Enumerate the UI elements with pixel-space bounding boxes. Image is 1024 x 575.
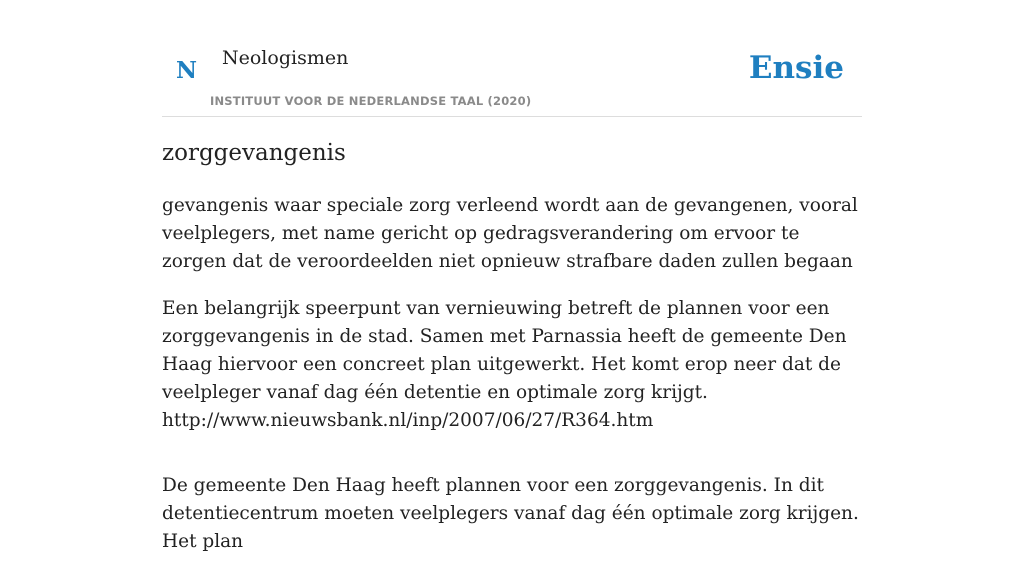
example-text: De gemeente Den Haag heeft plannen voor een zorggevangenis. In dit detentiecentrum moeten veelplegers vanaf dag één optimale zorg krijgen. Het plan — [162, 475, 859, 552]
dictionary-title-link[interactable]: Neologismen — [222, 47, 349, 69]
definition-text: gevangenis waar speciale zorg verleend wordt aan de gevangenen, vooral veelplegers, met name gericht op gedragsverandering om ervoor te zorgen dat de veroordeelden niet opnieuw strafbare daden zullen begaan — [162, 195, 858, 272]
example-source-link[interactable]: http://www.nieuwsbank.nl/inp/2007/06/27/R364.htm — [162, 410, 654, 431]
example-quote — [162, 295, 862, 435]
headword-title: zorggevangenis — [162, 140, 346, 166]
example-quote — [162, 472, 862, 556]
entry-content — [162, 192, 862, 575]
dictionary-header — [162, 40, 862, 117]
dictionary-source: INSTITUUT VOOR DE NEDERLANDSE TAAL (2020) — [210, 94, 532, 108]
example-text: Een belangrijk speerpunt van vernieuwing betreft de plannen voor een zorggevangenis in de stad. Samen met Parnassia heeft de gemeente Den Haag hiervoor een concreet plan uitgewerkt. Het komt erop neer dat de veelpleger vanaf dag één detentie en optimale zorg krijgt. — [162, 298, 847, 403]
ensie-logo-link[interactable]: Ensie — [748, 50, 844, 86]
dictionary-logo-icon: N — [176, 57, 198, 84]
